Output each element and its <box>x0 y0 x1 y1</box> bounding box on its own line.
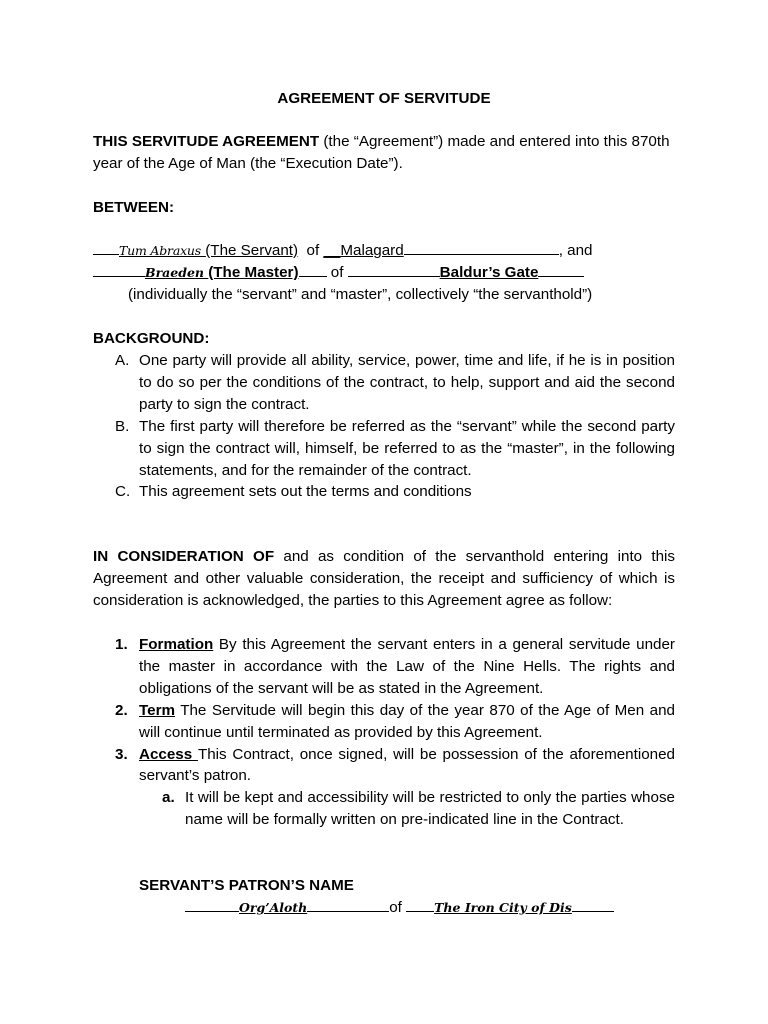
subclause-a: a. It will be kept and accessibility will be restricted to only the parties whose name will be formally written on pre-indicated line in the Contract. <box>162 789 675 829</box>
party2-name: Braeden <box>145 265 204 280</box>
party2-role: (The Master) <box>208 264 299 281</box>
party2-of: of <box>330 264 344 281</box>
consideration-paragraph: IN CONSIDERATION OF and as condition of the servanthold entering into this Agreement and other valuable consideration, the receipt and sufficiency of which is consideration is acknowledged, the parties to this Agreement agree as follow: <box>93 548 676 609</box>
party1-name: Tum Abraxus <box>119 243 201 258</box>
party1-line: Tum Abraxus (The Servant) of __Malagard , and <box>93 240 675 262</box>
party2-line <box>93 262 675 284</box>
document-title: AGREEMENT OF SERVITUDE <box>277 90 491 107</box>
intro-paragraph <box>93 131 675 175</box>
clause-heading: Term <box>139 701 176 719</box>
clause-access: 3. Access This Contract, once signed, will be possession of the aforementioned servant’s patron. <box>115 745 676 785</box>
clause-term: 2. Term The Servitude will begin this day of the year 870 of the Age of Men and will continue until terminated as provided by this Agreement. <box>115 701 675 741</box>
party1-tail: , and <box>558 242 593 259</box>
intro-bold: THIS SERVITUDE AGREEMENT <box>93 133 320 150</box>
intro-text: (the “Agreement”) made and entered into this 870th year of the Age of Man (the “Execution Date”). <box>93 133 670 172</box>
party1-blank-before <box>93 240 119 255</box>
party1-blank-after <box>404 240 559 255</box>
clauses-list <box>93 634 675 831</box>
patron-line <box>185 897 614 919</box>
background-label: BACKGROUND: <box>93 330 210 347</box>
patron-name: Org’Aloth <box>239 900 308 915</box>
patron-label: SERVANT’S PATRON’S NAME <box>139 877 354 894</box>
background-list <box>93 350 675 503</box>
clause-formation: 1. Formation By this Agreement the servant enters in a general servitude under the master in accordance with the Law of the Nine Hells. The rights and obligations of the servant will be as stated in the Agreement. <box>115 636 675 697</box>
background-item-a: A. One party will provide all ability, service, power, time and life, if he is in position to do so per the conditions of the contract, to help, support and aid the second party to sign the contract. <box>115 352 675 413</box>
party1-place: Malagard <box>340 242 404 259</box>
patron-of: of <box>389 899 402 916</box>
background-item-c: C. This agreement sets out the terms and conditions <box>115 483 472 501</box>
collective-note: (individually the “servant” and “master”, collectively “the servanthold”) <box>128 286 593 303</box>
clause-heading: Access <box>139 745 198 763</box>
clause-heading: Formation <box>139 636 214 653</box>
between-label: BETWEEN: <box>93 199 174 216</box>
party2-place: Baldur’s Gate <box>439 264 539 281</box>
party1-role: (The Servant) <box>205 242 299 259</box>
consideration-bold: IN CONSIDERATION OF <box>93 548 275 565</box>
patron-place: The Iron City of Dis <box>434 900 572 915</box>
party1-of: of <box>306 242 320 259</box>
background-item-b: B. The first party will therefore be referred as the “servant” while the second party to sign the contract will, himself, be referred to as the “master”, in the following statements, and for the remainder of the contract. <box>115 417 675 479</box>
party2-blank-before <box>93 262 145 277</box>
